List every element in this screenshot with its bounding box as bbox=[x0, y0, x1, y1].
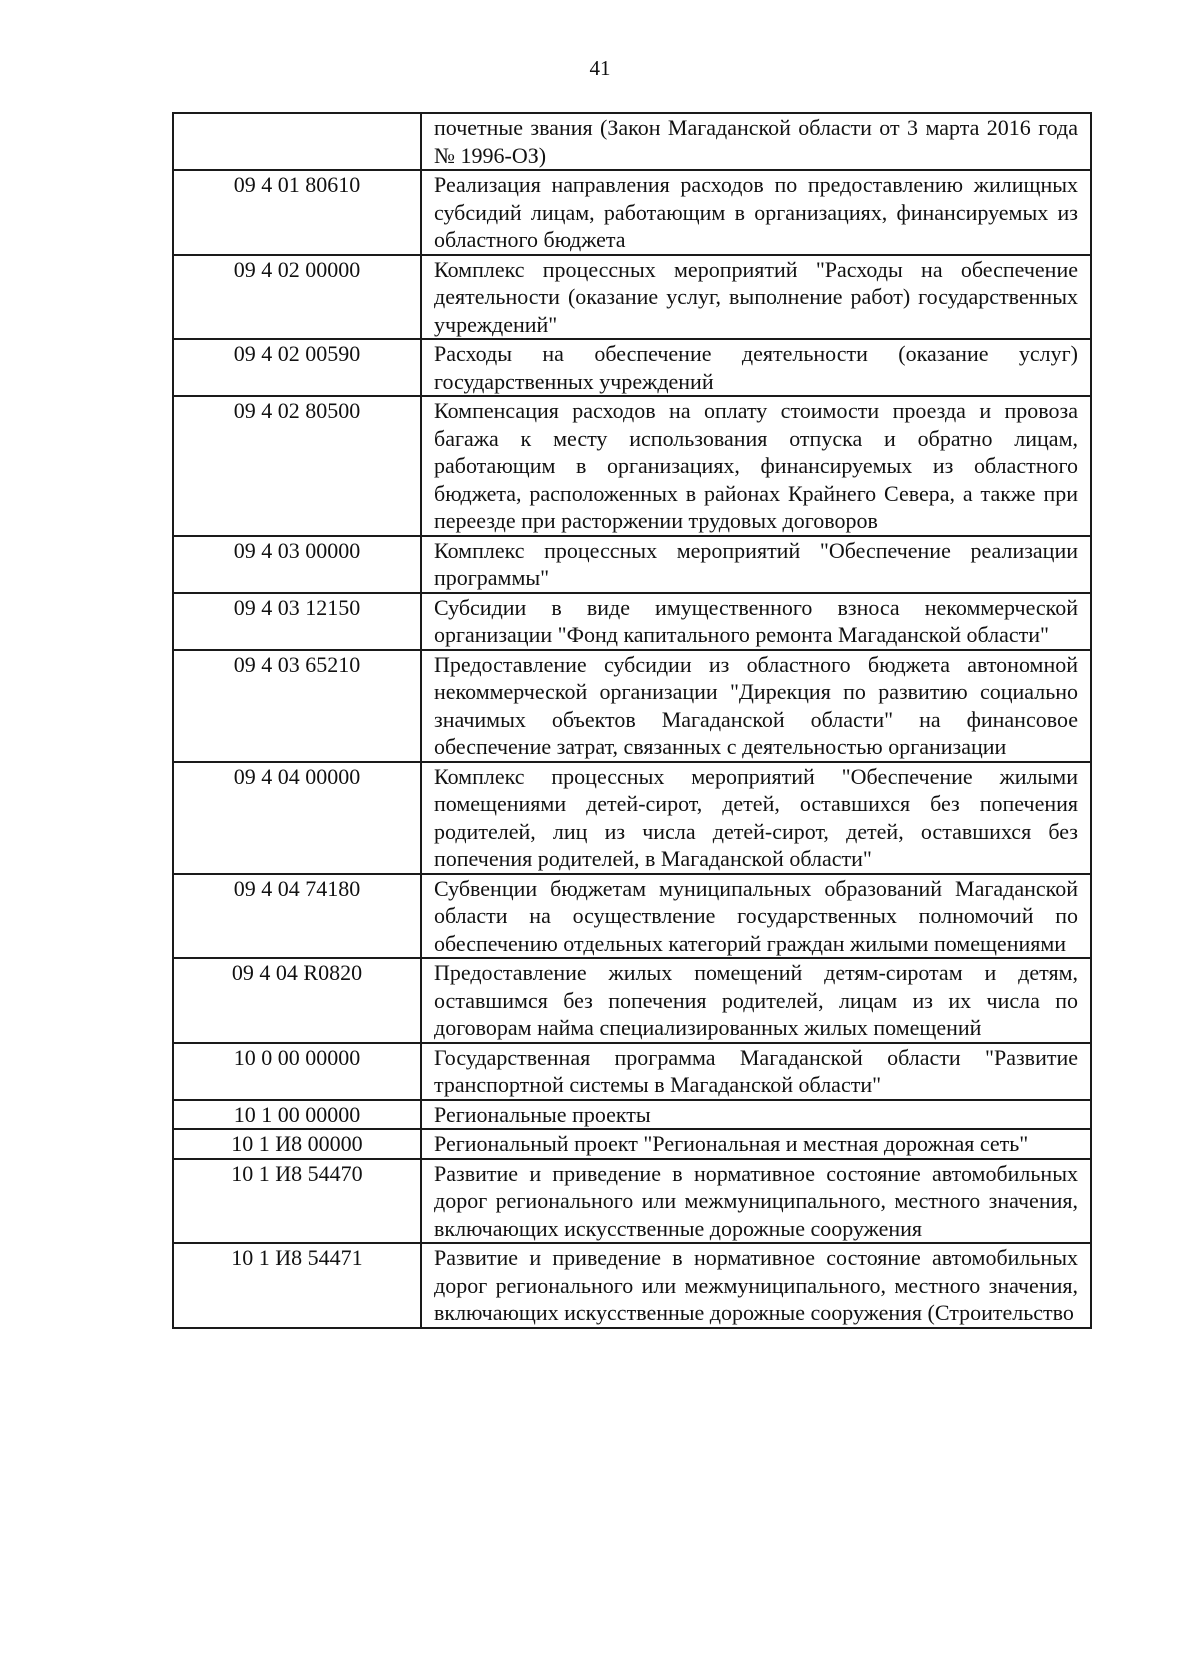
row-code: 10 1 И8 54471 bbox=[173, 1243, 421, 1328]
table-row bbox=[173, 1043, 1091, 1100]
row-code: 09 4 04 74180 bbox=[173, 874, 421, 959]
row-description: Реализация направления расходов по предоставлению жилищных субсидий лицам, работающим в организациях, финансируемых из областного бюджета bbox=[421, 170, 1091, 255]
row-code: 09 4 03 00000 bbox=[173, 536, 421, 593]
table-row bbox=[173, 170, 1091, 255]
row-description: Комплекс процессных мероприятий "Обеспечение жилыми помещениями детей-сирот, детей, оставшихся без попечения родителей, лиц из числа детей-сирот, детей, оставшихся без попечения родителей, в Магаданской области" bbox=[421, 762, 1091, 874]
row-code: 09 4 03 12150 bbox=[173, 593, 421, 650]
table-row bbox=[173, 593, 1091, 650]
table-row bbox=[173, 255, 1091, 340]
table-row bbox=[173, 874, 1091, 959]
table-row bbox=[173, 958, 1091, 1043]
row-code: 09 4 04 00000 bbox=[173, 762, 421, 874]
row-description: Комплекс процессных мероприятий "Расходы на обеспечение деятельности (оказание услуг, выполнение работ) государственных учреждений" bbox=[421, 255, 1091, 340]
table-row bbox=[173, 1129, 1091, 1159]
row-code: 09 4 02 80500 bbox=[173, 396, 421, 536]
row-description: Компенсация расходов на оплату стоимости проезда и провоза багажа к месту использования отпуска и обратно лицам, работающим в организациях, финансируемых из областного бюджета, расположенных в районах Крайнего Севера, а также при переезде при расторжении трудовых договоров bbox=[421, 396, 1091, 536]
row-description: Государственная программа Магаданской области "Развитие транспортной системы в Магаданской области" bbox=[421, 1043, 1091, 1100]
table-row bbox=[173, 762, 1091, 874]
budget-classification-table bbox=[172, 112, 1092, 1329]
row-code: 09 4 02 00000 bbox=[173, 255, 421, 340]
row-description: Региональные проекты bbox=[421, 1100, 1091, 1130]
row-code: 10 1 00 00000 bbox=[173, 1100, 421, 1130]
row-description: Развитие и приведение в нормативное состояние автомобильных дорог регионального или межмуниципального, местного значения, включающих искусственные дорожные сооружения (Строительство bbox=[421, 1243, 1091, 1328]
page-number: 41 bbox=[589, 56, 611, 80]
row-description: почетные звания (Закон Магаданской области от 3 марта 2016 года № 1996-ОЗ) bbox=[421, 113, 1091, 170]
row-description: Субвенции бюджетам муниципальных образований Магаданской области на осуществление государственных полномочий по обеспечению отдельных категорий граждан жилыми помещениями bbox=[421, 874, 1091, 959]
table-row bbox=[173, 339, 1091, 396]
table-row bbox=[173, 1159, 1091, 1244]
row-code: 10 1 И8 54470 bbox=[173, 1159, 421, 1244]
table-row bbox=[173, 1100, 1091, 1130]
table-row bbox=[173, 113, 1091, 170]
row-description: Расходы на обеспечение деятельности (оказание услуг) государственных учреждений bbox=[421, 339, 1091, 396]
row-description: Предоставление субсидии из областного бюджета автономной некоммерческой организации "Дирекция по развитию социально значимых объектов Магаданской области" на финансовое обеспечение затрат, связанных с деятельностью организации bbox=[421, 650, 1091, 762]
table-row bbox=[173, 1243, 1091, 1328]
row-code bbox=[173, 113, 421, 170]
row-description: Субсидии в виде имущественного взноса некоммерческой организации "Фонд капитального ремонта Магаданской области" bbox=[421, 593, 1091, 650]
row-code: 09 4 04 R0820 bbox=[173, 958, 421, 1043]
row-code: 09 4 01 80610 bbox=[173, 170, 421, 255]
row-code: 09 4 03 65210 bbox=[173, 650, 421, 762]
row-code: 09 4 02 00590 bbox=[173, 339, 421, 396]
row-description: Региональный проект "Региональная и местная дорожная сеть" bbox=[421, 1129, 1091, 1159]
row-description: Предоставление жилых помещений детям-сиротам и детям, оставшимся без попечения родителей, лицам из их числа по договорам найма специализированных жилых помещений bbox=[421, 958, 1091, 1043]
row-description: Комплекс процессных мероприятий "Обеспечение реализации программы" bbox=[421, 536, 1091, 593]
row-code: 10 1 И8 00000 bbox=[173, 1129, 421, 1159]
table-row bbox=[173, 650, 1091, 762]
row-description: Развитие и приведение в нормативное состояние автомобильных дорог регионального или межмуниципального, местного значения, включающих искусственные дорожные сооружения bbox=[421, 1159, 1091, 1244]
table-row bbox=[173, 536, 1091, 593]
row-code: 10 0 00 00000 bbox=[173, 1043, 421, 1100]
table-row bbox=[173, 396, 1091, 536]
